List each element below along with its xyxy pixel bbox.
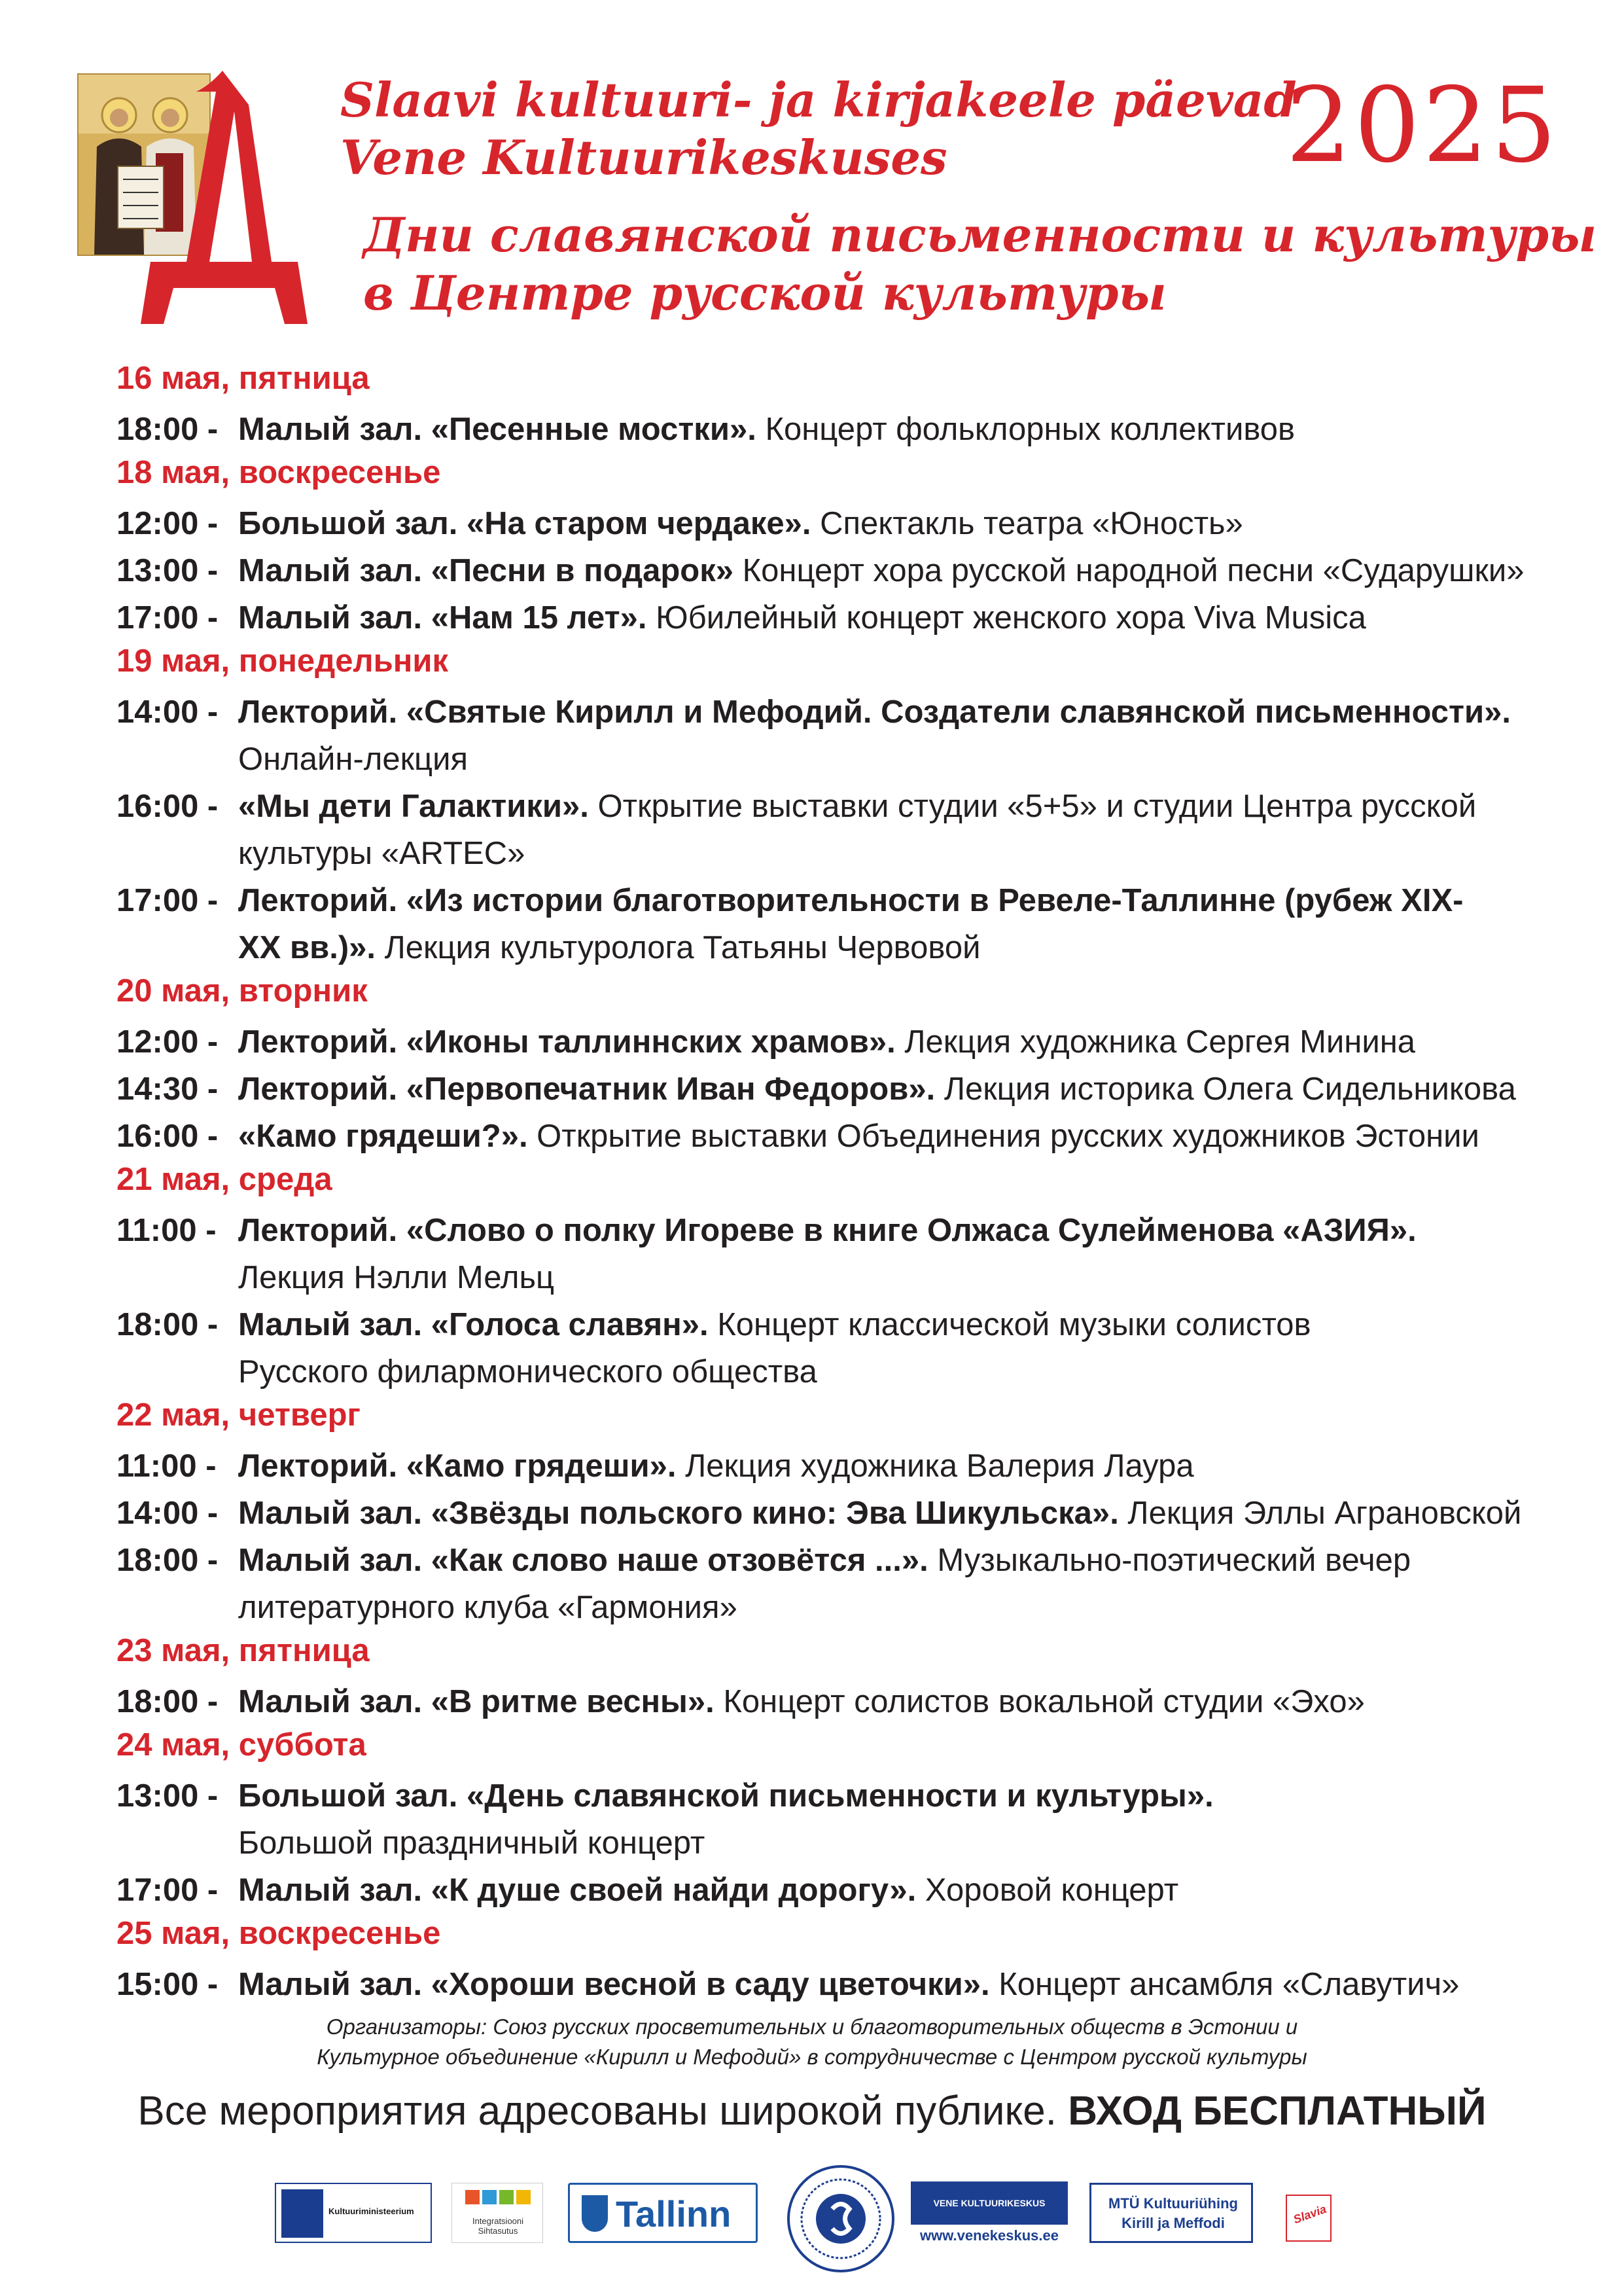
event-title: Малый зал. «В ритме весны». xyxy=(238,1684,715,1719)
puzzle-icon xyxy=(465,2187,531,2214)
event-description-continuation: Большой праздничный концерт xyxy=(238,1825,705,1861)
event-description: Спектакль театра «Юность» xyxy=(811,506,1243,541)
event-continuation xyxy=(116,1584,1589,1631)
event-time: 13:00 - xyxy=(116,553,219,588)
free-entry-notice xyxy=(0,2088,1624,2134)
event-entry xyxy=(116,594,1589,641)
title-russian-line2: в Центре русской культуры xyxy=(363,265,1167,321)
event-time: 11:00 - xyxy=(116,1448,217,1484)
event-time: 11:00 - xyxy=(116,1213,217,1248)
event-continuation xyxy=(116,924,1589,971)
event-title: Малый зал. «К душе своей найди дорогу». xyxy=(238,1873,917,1908)
event-entry xyxy=(116,1867,1589,1914)
event-description: Лекция художника Сергея Минина xyxy=(895,1024,1416,1060)
day-heading: 20 мая, вторник xyxy=(116,973,368,1009)
event-title: «Мы дети Галактики». xyxy=(238,789,589,824)
day-heading: 16 мая, пятница xyxy=(116,361,370,396)
title-russian-line1: Дни славянской письменности и культуры xyxy=(363,207,1597,262)
event-time: 17:00 - xyxy=(116,600,219,636)
day-heading: 22 мая, четверг xyxy=(116,1397,361,1433)
integration-label-line2: Sihtasutus xyxy=(478,2226,518,2236)
event-title: Малый зал. «Как слово наше отзовётся ...». xyxy=(238,1543,928,1578)
event-continuation xyxy=(116,1254,1589,1301)
kirill-meffodi-line2: Kirill ja Meffodi xyxy=(1121,2215,1225,2231)
event-description-continuation: литературного клуба «Гармония» xyxy=(238,1590,737,1625)
event-continuation xyxy=(116,1348,1589,1395)
event-time: 13:00 - xyxy=(116,1778,219,1814)
event-time: 17:00 - xyxy=(116,1873,219,1908)
event-title: Малый зал. «Хороши весной в саду цветочки». xyxy=(238,1967,990,2002)
event-title: Малый зал. «Голоса славян». xyxy=(238,1307,709,1342)
event-entry xyxy=(116,1066,1589,1113)
event-time: 17:00 - xyxy=(116,883,219,918)
event-title: Лекторий. «Первопечатник Иван Федоров». xyxy=(238,1071,936,1107)
event-continuation xyxy=(116,830,1589,877)
event-entry xyxy=(116,877,1589,971)
event-continuation xyxy=(116,736,1589,783)
event-time: 18:00 - xyxy=(116,412,219,447)
event-title: Лекторий. «Иконы таллиннских храмов». xyxy=(238,1024,896,1060)
event-entry xyxy=(116,1961,1589,2008)
integration-label xyxy=(452,2216,544,2236)
notice-text: Все мероприятия адресованы широкой публике. xyxy=(137,2089,1068,2134)
event-title: «Камо грядеши?». xyxy=(238,1119,528,1154)
organizers-note xyxy=(0,2012,1624,2072)
tallinn-shield-icon xyxy=(582,2195,608,2232)
event-title-continuation: XX вв.)». xyxy=(238,930,376,965)
ministry-of-culture-logo xyxy=(275,2183,432,2243)
event-schedule xyxy=(116,359,1589,2008)
event-entry xyxy=(116,1772,1589,1867)
event-title: Лекторий. «Слово о полку Игореве в книге Олжаса Сулейменова «АЗИЯ». xyxy=(238,1213,1417,1248)
event-title: Малый зал. «Песни в подарок» xyxy=(238,553,733,588)
kirill-meffodi-label xyxy=(1091,2194,1255,2233)
event-description: Открытие выставки Объединения русских художников Эстонии xyxy=(527,1119,1479,1154)
poster-header xyxy=(0,0,1624,340)
event-entry xyxy=(116,1537,1589,1631)
event-description: Концерт хора русской народной песни «Сударушки» xyxy=(733,553,1525,588)
day-heading: 21 мая, среда xyxy=(116,1162,332,1197)
event-time: 14:00 - xyxy=(116,1496,219,1531)
event-time: 18:00 - xyxy=(116,1307,219,1342)
organizers-line2: Культурное объединение «Кирилл и Мефодий» в сотрудничестве с Центром русской культуры xyxy=(317,2045,1307,2069)
day-heading: 18 мая, воскресенье xyxy=(116,455,441,490)
event-time: 14:00 - xyxy=(116,694,219,730)
event-entry xyxy=(116,1490,1589,1537)
event-time: 18:00 - xyxy=(116,1684,219,1719)
integration-label-line1: Integratsiooni xyxy=(472,2216,524,2226)
slavia-logo xyxy=(1286,2195,1332,2242)
event-title: Лекторий. «Из истории благотворительности в Ревеле-Таллинне (рубеж XIX- xyxy=(238,883,1464,918)
title-estonian-line1: Slaavi kultuuri- ja kirjakeele päevad xyxy=(340,72,1297,128)
event-title: Большой зал. «День славянской письменности и культуры». xyxy=(238,1778,1214,1814)
day-heading: 23 мая, пятница xyxy=(116,1633,370,1668)
event-continuation xyxy=(116,1820,1589,1867)
event-description: Хоровой концерт xyxy=(916,1873,1179,1908)
event-description-continuation: Лекция культуролога Татьяны Червовой xyxy=(376,930,981,965)
event-description: Юбилейный концерт женского хора Viva Musica xyxy=(646,600,1366,636)
event-title: Малый зал. «Нам 15 лет». xyxy=(238,600,647,636)
event-time: 12:00 - xyxy=(116,1024,219,1060)
ministry-label: Kultuuriministeerium xyxy=(328,2206,414,2216)
organizers-line1: Организаторы: Союз русских просветительных и благотворительных обществ в Эстонии и xyxy=(326,2015,1298,2039)
day-heading: 24 мая, суббота xyxy=(116,1727,366,1763)
event-description-continuation: Лекция Нэлли Мельц xyxy=(238,1260,555,1295)
event-title: Малый зал. «Звёзды польского кино: Эва Шикульска». xyxy=(238,1496,1119,1531)
russian-culture-centre-logo xyxy=(911,2181,1068,2247)
kirill-meffodi-logo xyxy=(1089,2183,1253,2243)
event-description-continuation: культуры «ARTEC» xyxy=(238,836,525,871)
event-title: Большой зал. «На старом чердаке». xyxy=(238,506,811,541)
event-entry xyxy=(116,1301,1589,1395)
event-description: Открытие выставки студии «5+5» и студии Центра русской xyxy=(588,789,1477,824)
event-time: 16:00 - xyxy=(116,789,219,824)
event-description: Лекция Эллы Аграновской xyxy=(1118,1496,1522,1531)
event-entry xyxy=(116,500,1589,547)
event-entry xyxy=(116,406,1589,453)
event-time: 18:00 - xyxy=(116,1543,219,1578)
event-title: Лекторий. «Камо грядеши». xyxy=(238,1448,677,1484)
initial-letter-de xyxy=(124,65,321,324)
event-description: Концерт фольклорных коллективов xyxy=(756,412,1296,447)
free-entry-label: ВХОД БЕСПЛАТНЫЙ xyxy=(1068,2089,1487,2134)
event-description: Концерт классической музыки солистов xyxy=(708,1307,1311,1342)
event-description: Музыкально-поэтический вечер xyxy=(928,1543,1411,1578)
event-time: 16:00 - xyxy=(116,1119,219,1154)
tallinn-logo xyxy=(568,2183,758,2243)
event-description: Концерт ансамбля «Славутич» xyxy=(989,1967,1460,2002)
slavia-label: Slavia xyxy=(1291,2202,1328,2227)
event-entry xyxy=(116,1443,1589,1490)
culture-centre-url: www.venekeskus.ee xyxy=(920,2227,1059,2244)
event-entry xyxy=(116,547,1589,594)
event-description-continuation: Онлайн-лекция xyxy=(238,742,468,777)
event-time: 12:00 - xyxy=(116,506,219,541)
event-description: Лекция историка Олега Сидельникова xyxy=(935,1071,1516,1107)
title-estonian-line2: Vene Kultuurikeskuses xyxy=(340,130,947,185)
event-description: Лекция художника Валерия Лаура xyxy=(676,1448,1194,1484)
integration-foundation-logo xyxy=(451,2183,543,2243)
event-title: Малый зал. «Песенные мостки». xyxy=(238,412,756,447)
event-entry xyxy=(116,1018,1589,1066)
day-heading: 25 мая, воскресенье xyxy=(116,1916,441,1951)
day-heading: 19 мая, понедельник xyxy=(116,643,449,679)
event-time: 14:30 - xyxy=(116,1071,219,1107)
event-entry xyxy=(116,689,1589,783)
event-description: Концерт солистов вокальной студии «Эхо» xyxy=(714,1684,1365,1719)
event-description-continuation: Русского филармонического общества xyxy=(238,1354,817,1390)
event-entry xyxy=(116,1678,1589,1725)
festival-year: 2025 xyxy=(1286,65,1560,186)
event-entry xyxy=(116,783,1589,877)
culture-centre-label: VENE KULTUURIKESKUS xyxy=(911,2181,1068,2225)
event-title: Лекторий. «Святые Кирилл и Мефодий. Создатели славянской письменности». xyxy=(238,694,1511,730)
kirill-meffodi-line1: MTÜ Kultuuriühing xyxy=(1108,2195,1238,2212)
society-seal-icon xyxy=(785,2163,896,2274)
tallinn-label: Tallinn xyxy=(616,2193,732,2234)
event-entry xyxy=(116,1113,1589,1160)
event-time: 15:00 - xyxy=(116,1967,219,2002)
event-entry xyxy=(116,1207,1589,1301)
estonian-crest-icon xyxy=(281,2189,323,2238)
sponsor-logos xyxy=(0,2163,1624,2274)
